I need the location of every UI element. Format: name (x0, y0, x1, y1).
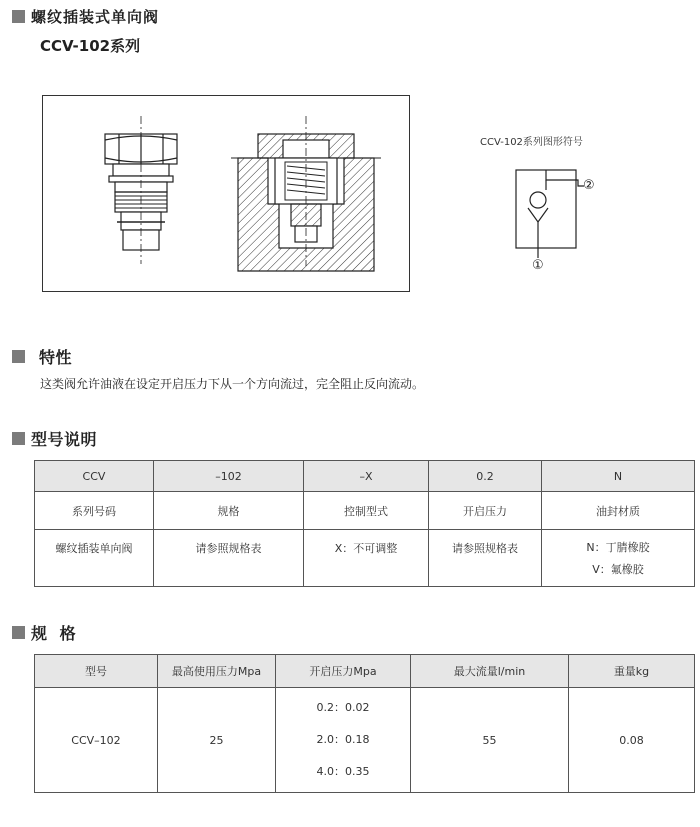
crack-pressure-value: 0.2：0.02 (316, 701, 370, 714)
crack-pressure-value: 2.0：0.18 (316, 733, 370, 746)
table-header-cell: 型号 (35, 655, 158, 688)
table-row (35, 688, 695, 793)
seat-icon (528, 208, 548, 222)
table-cell: 0.2 (429, 461, 542, 492)
check-valve-symbol (500, 160, 620, 280)
table-header-cell: 最高使用压力Mpa (158, 655, 276, 688)
table-cell: 控制型式 (304, 492, 429, 530)
table-cell: CCV–102 (35, 688, 158, 793)
table-cell: 螺纹插装单向阀 (35, 530, 154, 587)
table-cell: –X (304, 461, 429, 492)
crack-pressure-value: 4.0：0.35 (316, 765, 370, 778)
table-cell-seal-material (542, 530, 695, 587)
specs-heading: 规 格 (12, 621, 76, 644)
model-series: CCV-102系列 (40, 37, 141, 55)
features-heading: 特性 (12, 345, 72, 368)
table-header-cell: 重量kg (569, 655, 695, 688)
symbol-title: CCV-102系列图形符号 (480, 137, 583, 148)
seal-option: N：丁腈橡胶 (586, 541, 650, 554)
table-row (35, 492, 695, 530)
model-code-heading: 型号说明 (12, 427, 97, 450)
table-cell: 规格 (154, 492, 304, 530)
features-description: 这类阀允许油液在设定开启压力下从一个方向流过，完全阻止反向流动。 (40, 377, 425, 391)
table-cell: N (542, 461, 695, 492)
table-cell: 请参照规格表 (154, 530, 304, 587)
table-cell-crack-pressure (276, 688, 411, 793)
table-row (35, 530, 695, 587)
cartridge-section-view (231, 116, 381, 271)
table-header-cell: 最大流量l/min (411, 655, 569, 688)
table-cell: 请参照规格表 (429, 530, 542, 587)
table-cell: 系列号码 (35, 492, 154, 530)
specs-table (34, 654, 695, 793)
table-cell: 0.08 (569, 688, 695, 793)
heading-bullet-icon (12, 10, 25, 23)
model-code-table (34, 460, 695, 587)
heading-bullet-icon (12, 350, 25, 363)
heading-bullet-icon (12, 626, 25, 639)
cartridge-external-view (105, 116, 177, 264)
symbol-line-port-2 (546, 170, 584, 186)
table-header-cell: 开启压力Mpa (276, 655, 411, 688)
port-1-label: ① (532, 258, 544, 273)
table-cell: –102 (154, 461, 304, 492)
table-cell: 55 (411, 688, 569, 793)
table-cell: 油封材质 (542, 492, 695, 530)
seal-option: V：氟橡胶 (592, 563, 644, 576)
valve-cross-section-drawing (43, 96, 409, 291)
ball-icon (530, 192, 546, 208)
valve-drawing-frame (42, 95, 410, 292)
page-heading (12, 6, 159, 27)
table-row (35, 655, 695, 688)
table-cell: 25 (158, 688, 276, 793)
port-2-label: ② (583, 178, 595, 193)
table-cell: 开启压力 (429, 492, 542, 530)
table-cell: X：不可调整 (304, 530, 429, 587)
heading-bullet-icon (12, 432, 25, 445)
page-title: 螺纹插装式单向阀 (31, 8, 160, 26)
table-row (35, 461, 695, 492)
table-cell: CCV (35, 461, 154, 492)
